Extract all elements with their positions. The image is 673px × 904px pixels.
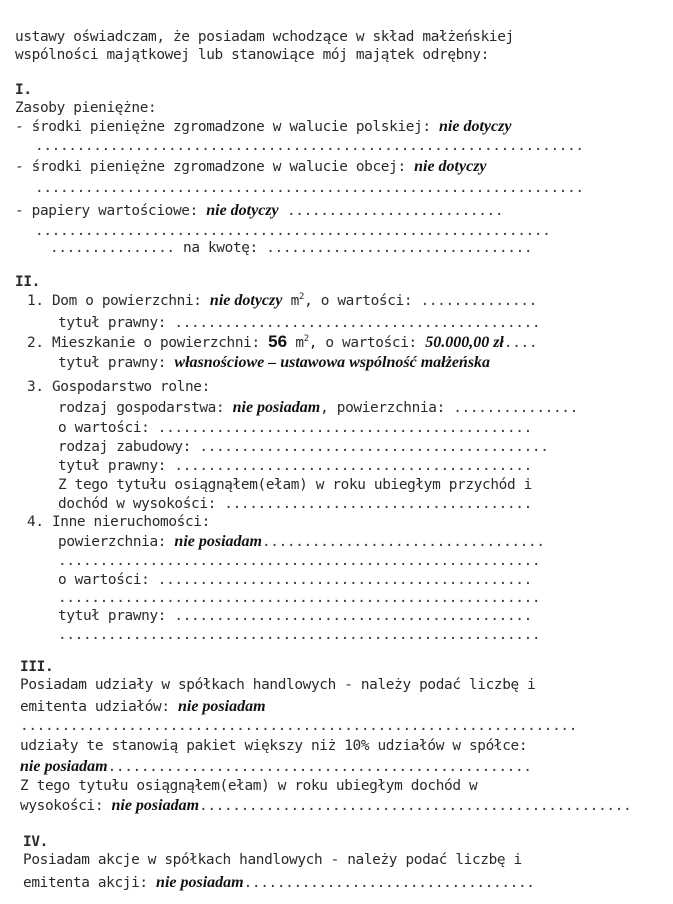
securities-label: - papiery wartościowe: bbox=[15, 203, 198, 219]
house-unit-exp: 2 bbox=[299, 292, 305, 302]
other-title-label: tytuł prawny: bbox=[58, 608, 167, 624]
house-answer: nie dotyczy bbox=[209, 292, 283, 309]
shares-issuer-row bbox=[20, 698, 266, 716]
house-row bbox=[27, 292, 537, 310]
other-title-row bbox=[58, 607, 532, 625]
shares-package-dots: ................................................... bbox=[107, 759, 532, 775]
farm-type-answer: nie posiadam bbox=[232, 399, 321, 416]
shares-line-1: Posiadam udziały w spółkach handlowych - należy podać liczbę i bbox=[20, 677, 536, 693]
shares-dots-line: ................................................................... bbox=[20, 718, 578, 734]
stocks-issuer-answer: nie posiadam bbox=[156, 874, 244, 891]
farm-title-dots: ........................................... bbox=[174, 458, 532, 474]
farm-type-label: rodzaj gospodarstwa: bbox=[58, 400, 225, 416]
shares-income-answer: nie posiadam bbox=[111, 797, 200, 814]
farm-value-dots: ............................................. bbox=[157, 420, 532, 436]
other-dots-line-3: .......................................................... bbox=[58, 627, 541, 643]
other-dots-line-2: .......................................................... bbox=[58, 590, 541, 606]
other-value-dots: ............................................. bbox=[157, 572, 532, 588]
house-value-label: , o wartości: bbox=[304, 293, 413, 309]
pln-funds-answer: nie dotyczy bbox=[439, 118, 512, 135]
shares-income-row bbox=[20, 797, 631, 815]
shares-income-line-1: Z tego tytułu osiągnąłem(ełam) w roku ubiegłym dochód w bbox=[20, 778, 478, 794]
flat-value-label: , o wartości: bbox=[308, 335, 417, 351]
farm-value-row bbox=[58, 419, 532, 437]
flat-unit-exp: 2 bbox=[303, 334, 309, 344]
section-3-heading: III. bbox=[20, 659, 54, 675]
pln-funds-dots: .................................................................. bbox=[35, 138, 584, 154]
other-property-heading: 4. Inne nieruchomości: bbox=[27, 514, 210, 530]
intro-line-2: wspólności majątkowej lub stanowiące mój majątek odrębny: bbox=[15, 47, 489, 63]
foreign-funds-answer: nie dotyczy bbox=[414, 158, 487, 175]
farm-heading: 3. Gospodarstwo rolne: bbox=[27, 379, 210, 395]
flat-value: 50.000,00 zł bbox=[425, 334, 504, 351]
pln-funds-row bbox=[15, 118, 511, 136]
other-area-row bbox=[58, 533, 545, 551]
farm-type-row bbox=[58, 399, 578, 417]
house-title-row bbox=[58, 314, 540, 332]
other-value-row bbox=[58, 571, 532, 589]
section-2-heading: II. bbox=[15, 274, 40, 290]
farm-building-dots: .......................................... bbox=[199, 439, 549, 455]
farm-area-label: , powierzchnia: bbox=[320, 400, 445, 416]
house-label: 1. Dom o powierzchni: bbox=[27, 293, 202, 309]
stocks-issuer-dots: ................................... bbox=[243, 875, 535, 891]
farm-title-row bbox=[58, 457, 532, 475]
shares-income-dots: .................................................... bbox=[199, 798, 632, 814]
section-4-heading: IV. bbox=[23, 834, 48, 850]
securities-answer: nie dotyczy bbox=[206, 202, 279, 219]
farm-title-label: tytuł prawny: bbox=[58, 458, 167, 474]
other-area-answer: nie posiadam bbox=[174, 533, 262, 550]
flat-label: 2. Mieszkanie o powierzchni: bbox=[27, 335, 260, 351]
section-1-title: Zasoby pieniężne: bbox=[15, 100, 157, 116]
intro-line-1: ustawy oświadczam, że posiadam wchodzące w skład małżeńskiej bbox=[15, 29, 514, 45]
house-title-label: tytuł prawny: bbox=[58, 315, 167, 331]
farm-building-row bbox=[58, 438, 549, 456]
securities-dots-1: .......................... bbox=[286, 203, 504, 219]
stocks-issuer-row bbox=[23, 874, 535, 892]
farm-area-dots: ............... bbox=[453, 400, 578, 416]
shares-package-answer: nie posiadam bbox=[20, 758, 108, 775]
house-value-dots: .............. bbox=[420, 293, 537, 309]
other-dots-line-1: .......................................................... bbox=[58, 553, 541, 569]
farm-income-label: dochód w wysokości: bbox=[58, 496, 216, 512]
other-value-label: o wartości: bbox=[58, 572, 150, 588]
farm-building-label: rodzaj zabudowy: bbox=[58, 439, 192, 455]
other-title-dots: ........................................... bbox=[174, 608, 532, 624]
flat-row bbox=[27, 333, 537, 351]
securities-amount-row bbox=[50, 239, 532, 257]
shares-income-label: wysokości: bbox=[20, 798, 104, 814]
house-unit: m bbox=[290, 293, 299, 309]
section-1-heading: I. bbox=[15, 82, 32, 98]
foreign-funds-dots: .................................................................. bbox=[35, 180, 584, 196]
stocks-issuer-label: emitenta akcji: bbox=[23, 875, 148, 891]
amount-label: na kwotę: bbox=[183, 240, 258, 256]
amount-dots-post: ................................ bbox=[266, 240, 533, 256]
flat-value-dots: .... bbox=[503, 335, 538, 351]
flat-title-row bbox=[58, 354, 490, 372]
securities-dots-2: .............................................................. bbox=[35, 223, 551, 239]
stocks-line-1: Posiadam akcje w spółkach handlowych - należy podać liczbę i bbox=[23, 852, 522, 868]
farm-income-row bbox=[58, 495, 532, 513]
flat-area: 56 bbox=[268, 332, 288, 351]
farm-income-dots: ..................................... bbox=[224, 496, 532, 512]
amount-dots-pre: ............... bbox=[50, 240, 175, 256]
house-title-dots: ............................................ bbox=[174, 315, 541, 331]
flat-title-answer: własnościowe – ustawowa wspólność małżeńska bbox=[174, 354, 491, 371]
other-area-label: powierzchnia: bbox=[58, 534, 167, 550]
farm-income-line-1: Z tego tytułu osiągnąłem(ełam) w roku ubiegłym przychód i bbox=[58, 477, 532, 493]
foreign-funds-label: - środki pieniężne zgromadzone w walucie obcej: bbox=[15, 159, 406, 175]
shares-issuer-label: emitenta udziałów: bbox=[20, 699, 170, 715]
securities-row bbox=[15, 202, 503, 220]
pln-funds-label: - środki pieniężne zgromadzone w walucie polskiej: bbox=[15, 119, 431, 135]
shares-issuer-answer: nie posiadam bbox=[177, 698, 266, 715]
shares-package-row bbox=[20, 758, 532, 776]
farm-value-label: o wartości: bbox=[58, 420, 150, 436]
flat-title-label: tytuł prawny: bbox=[58, 355, 167, 371]
foreign-funds-row bbox=[15, 158, 487, 176]
shares-package-line: udziały te stanowią pakiet większy niż 10% udziałów w spółce: bbox=[20, 738, 528, 754]
flat-unit: m bbox=[295, 335, 304, 351]
other-area-dots: .................................. bbox=[261, 534, 545, 550]
